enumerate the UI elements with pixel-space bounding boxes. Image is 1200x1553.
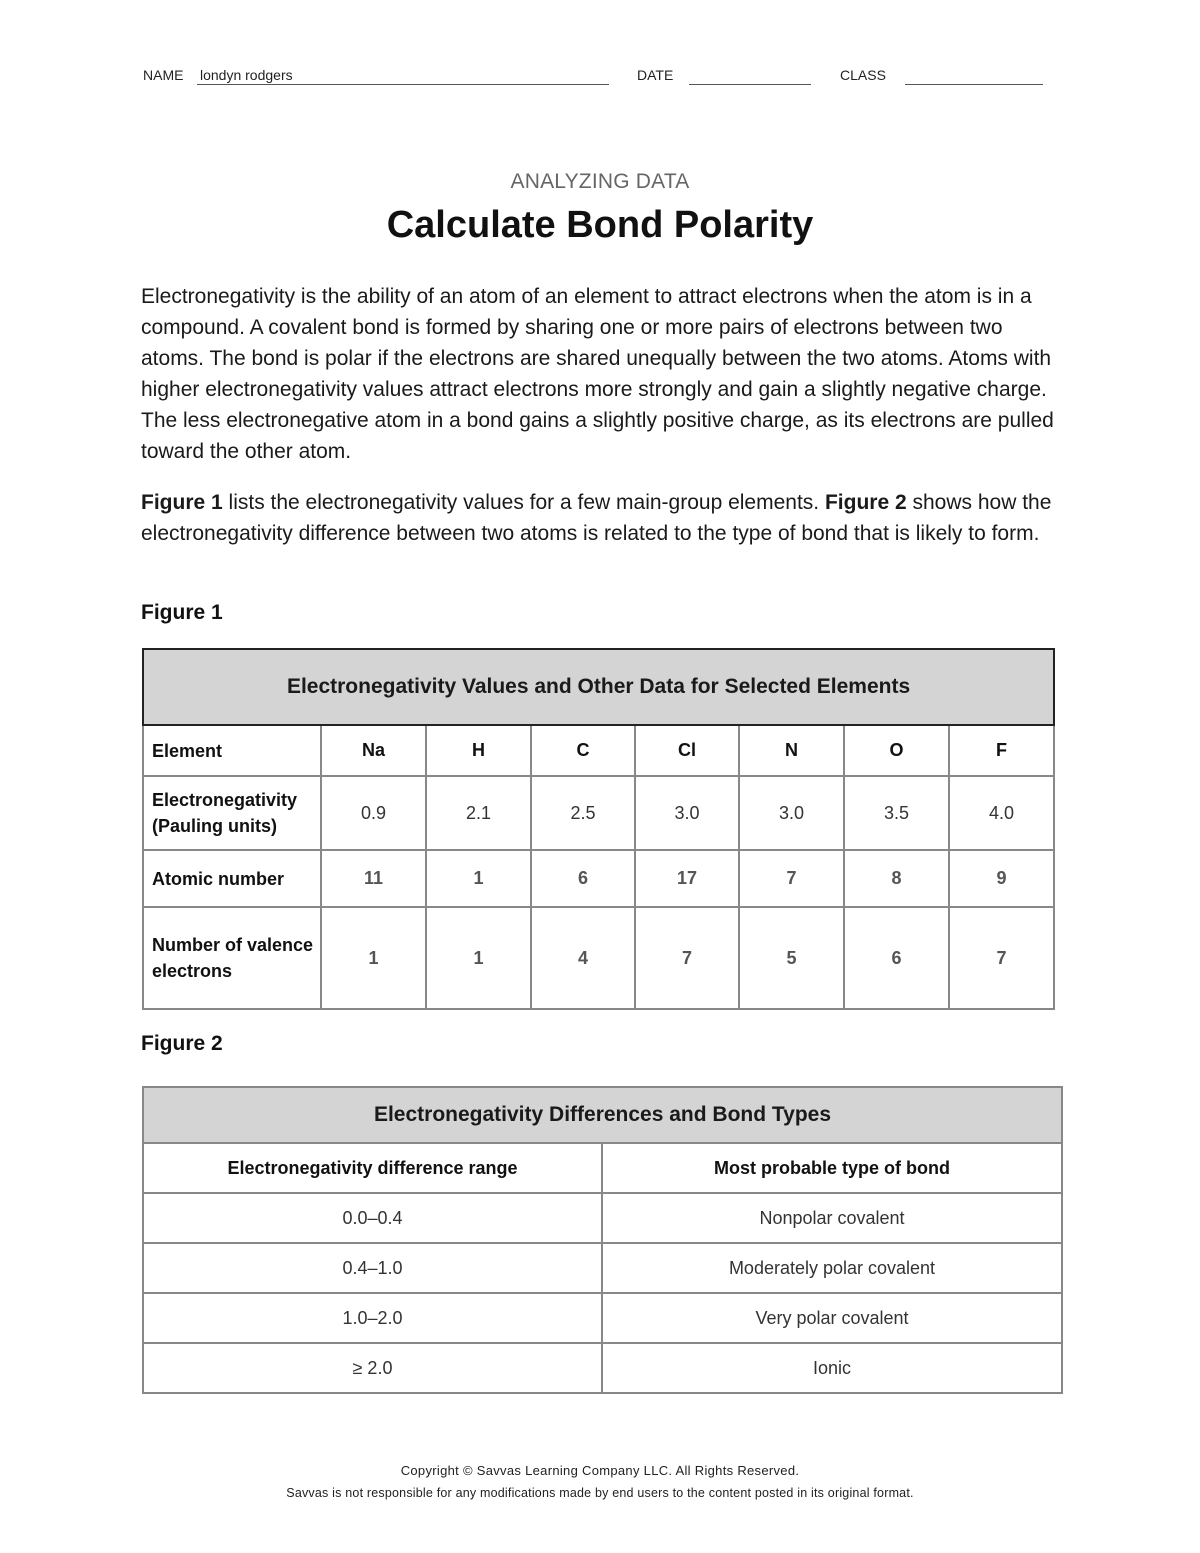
footer-disclaimer: Savvas is not responsible for any modifications made by end users to the content posted in its original format. bbox=[286, 1486, 914, 1500]
valence-value: 4 bbox=[531, 907, 635, 1009]
element-symbol: Na bbox=[321, 725, 426, 776]
electronegativity-value: 0.9 bbox=[321, 776, 426, 850]
name-value: londyn rodgers bbox=[200, 67, 293, 83]
element-symbol: O bbox=[844, 725, 949, 776]
figure1-label: Figure 1 bbox=[141, 601, 223, 624]
bond-cell: Ionic bbox=[602, 1343, 1062, 1393]
table-row bbox=[143, 1293, 1062, 1343]
bond-cell: Nonpolar covalent bbox=[602, 1193, 1062, 1243]
figure2-caption: Electronegativity Differences and Bond Types bbox=[143, 1087, 1062, 1143]
table-row bbox=[143, 907, 1054, 1009]
table-row bbox=[143, 1193, 1062, 1243]
atomic-number-value: 17 bbox=[635, 850, 739, 907]
element-symbol: N bbox=[739, 725, 844, 776]
name-field[interactable] bbox=[197, 64, 609, 85]
bond-cell: Moderately polar covalent bbox=[602, 1243, 1062, 1293]
electronegativity-table bbox=[142, 648, 1055, 1010]
electronegativity-value: 3.5 bbox=[844, 776, 949, 850]
valence-value: 1 bbox=[426, 907, 531, 1009]
figure-intro-paragraph bbox=[141, 487, 1061, 549]
figure2-label: Figure 2 bbox=[141, 1032, 223, 1055]
atomic-number-value: 6 bbox=[531, 850, 635, 907]
electronegativity-value: 3.0 bbox=[739, 776, 844, 850]
page-title: Calculate Bond Polarity bbox=[386, 204, 814, 246]
header-fields bbox=[143, 64, 1043, 88]
electronegativity-value: 2.1 bbox=[426, 776, 531, 850]
date-field[interactable] bbox=[689, 64, 811, 85]
range-cell: 1.0–2.0 bbox=[143, 1293, 602, 1343]
element-symbol: F bbox=[949, 725, 1054, 776]
figure1-ref: Figure 1 bbox=[141, 491, 223, 514]
figure-intro-part2: shows how the electronegativity difference between two atoms is related to the type of bond that is likely to form. bbox=[141, 491, 1052, 545]
element-symbol: Cl bbox=[635, 725, 739, 776]
atomic-number-value: 11 bbox=[321, 850, 426, 907]
electronegativity-value: 4.0 bbox=[949, 776, 1054, 850]
footer-copyright: Copyright © Savvas Learning Company LLC. All Rights Reserved. bbox=[400, 1463, 800, 1478]
atomic-number-value: 1 bbox=[426, 850, 531, 907]
atomic-number-value: 7 bbox=[739, 850, 844, 907]
date-label: DATE bbox=[637, 67, 674, 83]
name-label: NAME bbox=[143, 67, 184, 83]
row-header-valence: Number of valence electrons bbox=[143, 907, 321, 1009]
range-cell: ≥ 2.0 bbox=[143, 1343, 602, 1393]
valence-value: 7 bbox=[635, 907, 739, 1009]
electronegativity-value: 2.5 bbox=[531, 776, 635, 850]
range-cell: 0.0–0.4 bbox=[143, 1193, 602, 1243]
figure2-ref: Figure 2 bbox=[824, 491, 907, 514]
element-symbol: H bbox=[426, 725, 531, 776]
electronegativity-value: 3.0 bbox=[635, 776, 739, 850]
table-row bbox=[143, 850, 1054, 907]
intro-paragraph: Electronegativity is the ability of an atom of an element to attract electrons when the atom is in a compound. A covalent bond is formed by sharing one or more pairs of electrons between two atoms. The bond is polar if the electrons are shared unequally between the two atoms. Atoms with higher electronegativity values attract electrons more strongly and gain a slightly negative charge. The less electronegative atom in a bond gains a slightly positive charge, as its electrons are pulled toward the other atom. bbox=[141, 285, 1054, 463]
atomic-number-value: 8 bbox=[844, 850, 949, 907]
element-symbol: C bbox=[531, 725, 635, 776]
valence-value: 7 bbox=[949, 907, 1054, 1009]
table-row bbox=[143, 1343, 1062, 1393]
figure1-caption: Electronegativity Values and Other Data for Selected Elements bbox=[143, 649, 1054, 725]
row-header-electronegativity: Electronegativity (Pauling units) bbox=[143, 776, 321, 850]
valence-value: 6 bbox=[844, 907, 949, 1009]
section-kicker: ANALYZING DATA bbox=[510, 170, 690, 193]
row-header-atomic-number: Atomic number bbox=[143, 850, 321, 907]
figure-intro-part1: lists the electronegativity values for a few main-group elements. bbox=[222, 491, 825, 514]
class-label: CLASS bbox=[840, 67, 886, 83]
table-header-row bbox=[143, 1143, 1062, 1193]
valence-value: 1 bbox=[321, 907, 426, 1009]
column-header-range: Electronegativity difference range bbox=[143, 1143, 602, 1193]
class-field[interactable] bbox=[905, 64, 1043, 85]
table-row bbox=[143, 776, 1054, 850]
bond-cell: Very polar covalent bbox=[602, 1293, 1062, 1343]
valence-value: 5 bbox=[739, 907, 844, 1009]
atomic-number-value: 9 bbox=[949, 850, 1054, 907]
range-cell: 0.4–1.0 bbox=[143, 1243, 602, 1293]
table-row bbox=[143, 1243, 1062, 1293]
row-header-element: Element bbox=[143, 725, 321, 776]
column-header-bond: Most probable type of bond bbox=[602, 1143, 1062, 1193]
bond-types-table bbox=[142, 1086, 1063, 1394]
table-row bbox=[143, 725, 1054, 776]
